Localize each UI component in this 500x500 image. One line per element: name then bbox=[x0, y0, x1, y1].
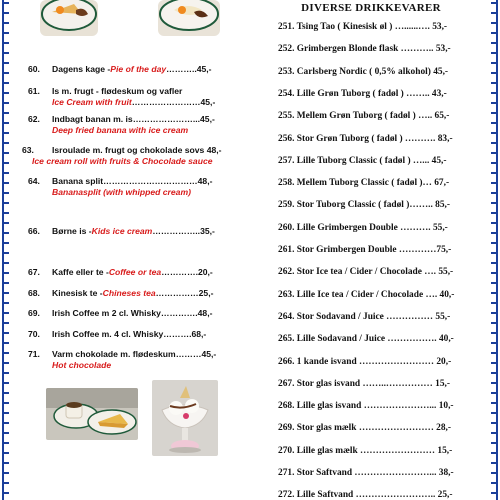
drink-item: 272. Lille Saftvand …………………….. 25,- bbox=[278, 490, 453, 500]
item-name: Indbagt banan m. is bbox=[52, 114, 133, 124]
menu-item-62 bbox=[28, 114, 243, 136]
item-english-name: Bananasplit (with whipped cream) bbox=[52, 187, 191, 197]
drink-item: 254. Lille Grøn Tuborg ( fadøl ) …….. 43,- bbox=[278, 88, 447, 99]
drink-item: 271. Stor Saftvand ……………………... 38,- bbox=[278, 468, 454, 478]
item-number: 67. bbox=[28, 267, 40, 277]
drink-item: 261. Stor Grimbergen Double …………75,- bbox=[278, 245, 452, 255]
menu-item-68 bbox=[28, 288, 243, 299]
item-price: 68,- bbox=[191, 329, 207, 339]
menu-item-61 bbox=[28, 86, 243, 108]
item-dots: …………………... bbox=[132, 114, 201, 124]
item-price: 48,- bbox=[197, 176, 213, 186]
dessert-photo-top-left bbox=[40, 0, 98, 36]
item-dots: …………………………… bbox=[103, 176, 198, 186]
drink-item: 259. Stor Tuborg Classic ( fadøl )…….. 85,- bbox=[278, 200, 450, 211]
right-decorative-border bbox=[490, 0, 500, 500]
item-name: Irish Coffee m. 4 cl. Whisky bbox=[52, 329, 164, 339]
drink-item: 258. Mellem Tuborg Classic ( fadøl )… 67,- bbox=[278, 178, 450, 189]
item-price: 45,- bbox=[201, 349, 217, 359]
item-english-name: Kids ice cream bbox=[91, 226, 153, 236]
item-dots: ……….. bbox=[166, 64, 197, 74]
item-number: 64. bbox=[28, 176, 40, 186]
item-name: Dagens kage - bbox=[52, 64, 111, 74]
item-number: 68. bbox=[28, 288, 40, 298]
drink-item: 251. Tsing Tao ( Kinesisk øl ) …......…. 53,- bbox=[278, 22, 448, 32]
item-dots: …………. bbox=[161, 267, 198, 277]
item-number: 69. bbox=[28, 308, 40, 318]
menu-item-71 bbox=[28, 349, 243, 371]
coffee-and-cake-photo bbox=[46, 388, 138, 440]
item-dots: …………….. bbox=[152, 226, 201, 236]
menu-item-60 bbox=[28, 64, 243, 75]
item-number: 71. bbox=[28, 349, 40, 359]
menu-item-67 bbox=[28, 267, 243, 278]
menu-item-64 bbox=[28, 176, 243, 198]
item-price: 48,- bbox=[197, 308, 213, 318]
item-number: 60. bbox=[28, 64, 40, 74]
item-dots: …………. bbox=[160, 308, 198, 318]
item-number: 70. bbox=[28, 329, 40, 339]
drink-item: 264. Stor Sodavand / Juice …………… 55,- bbox=[278, 311, 451, 322]
drink-item: 257. Lille Tuborg Classic ( fadøl ) …... 45,- bbox=[278, 155, 447, 166]
drink-item: 266. 1 kande isvand …………………… 20,- bbox=[278, 356, 452, 367]
item-number: 61. bbox=[28, 86, 40, 96]
item-name: Kinesisk te - bbox=[52, 288, 103, 298]
drink-item: 255. Mellem Grøn Tuborg ( fadøl ) ….. 65,- bbox=[278, 111, 450, 122]
item-english-name: Coffee or tea bbox=[108, 267, 162, 277]
drink-item: 262. Stor Ice tea / Cider / Chocolade …. 55,- bbox=[278, 267, 454, 278]
item-english-name: Deep fried banana with ice cream bbox=[52, 125, 189, 135]
drinks-section-title: DIVERSE DRIKKEVARER bbox=[301, 2, 441, 14]
item-name: Varm chokolade m. flødeskum bbox=[52, 349, 176, 359]
item-number: 62. bbox=[28, 114, 40, 124]
menu-item-66 bbox=[28, 226, 243, 237]
dessert-column bbox=[22, 0, 243, 500]
item-english-name: Ice Cream with fruit bbox=[52, 97, 132, 107]
item-price: 35,- bbox=[200, 226, 215, 236]
left-decorative-border bbox=[0, 0, 10, 500]
item-price: 25,- bbox=[198, 288, 214, 298]
drink-item: 253. Carlsberg Nordic ( 0,5% alkohol) 45,- bbox=[278, 66, 449, 77]
item-number: 66. bbox=[28, 226, 40, 236]
item-price: 45,- bbox=[196, 64, 212, 74]
ice-cream-sundae-photo bbox=[152, 380, 218, 456]
item-english-name: Hot chocolade bbox=[52, 360, 112, 370]
item-english-name: Ice cream roll with fruits & Chocolade sauce bbox=[32, 156, 213, 166]
item-name: Kaffe eller te - bbox=[52, 267, 109, 277]
menu-item-69 bbox=[28, 308, 243, 319]
drink-item: 263. Lille Ice tea / Cider / Chocolade …. 40,- bbox=[278, 289, 455, 300]
drinks-column bbox=[270, 0, 470, 500]
item-name: Isroulade m. frugt og chokolade sovs 48,- bbox=[52, 145, 222, 155]
item-dots: …………… bbox=[155, 288, 199, 298]
drink-item: 267. Stor glas isvand ……..…………… 15,- bbox=[278, 378, 450, 389]
menu-item-63 bbox=[22, 145, 237, 167]
drink-item: 265. Lille Sodavand / Juice ……………. 40,- bbox=[278, 334, 454, 345]
item-english-name: Pie of the day bbox=[110, 64, 167, 74]
item-english-name: Chineses tea bbox=[102, 288, 156, 298]
item-dots: ……… bbox=[175, 349, 202, 359]
drink-item: 268. Lille glas isvand …………………... 10,- bbox=[278, 401, 454, 412]
item-price: 45,- bbox=[200, 97, 216, 107]
item-price: 20,- bbox=[197, 267, 213, 277]
drink-item: 260. Lille Grimbergen Double ………. 55,- bbox=[278, 222, 448, 233]
drink-item: 269. Stor glas mælk …………………… 28,- bbox=[278, 423, 452, 434]
drink-item: 252. Grimbergen Blonde flask ……….. 53,- bbox=[278, 44, 451, 55]
menu-item-70 bbox=[28, 329, 243, 340]
item-dots: …………………… bbox=[131, 97, 201, 107]
drink-item: 256. Stor Grøn Tuborg ( fadøl ) ………. 83,- bbox=[278, 133, 453, 144]
item-name: Irish Coffee m 2 cl. Whisky bbox=[52, 308, 161, 318]
item-name: Børne is - bbox=[52, 226, 92, 236]
item-name: Banana split bbox=[52, 176, 104, 186]
drink-item: 270. Lille glas mælk …………………… 15,- bbox=[278, 445, 453, 456]
item-name: Is m. frugt - flødeskum og vafler bbox=[52, 86, 183, 96]
item-number: 63. bbox=[22, 145, 34, 155]
item-price: 45,- bbox=[200, 114, 215, 124]
item-dots: ………. bbox=[163, 329, 192, 339]
dessert-photo-top-right bbox=[158, 0, 220, 36]
